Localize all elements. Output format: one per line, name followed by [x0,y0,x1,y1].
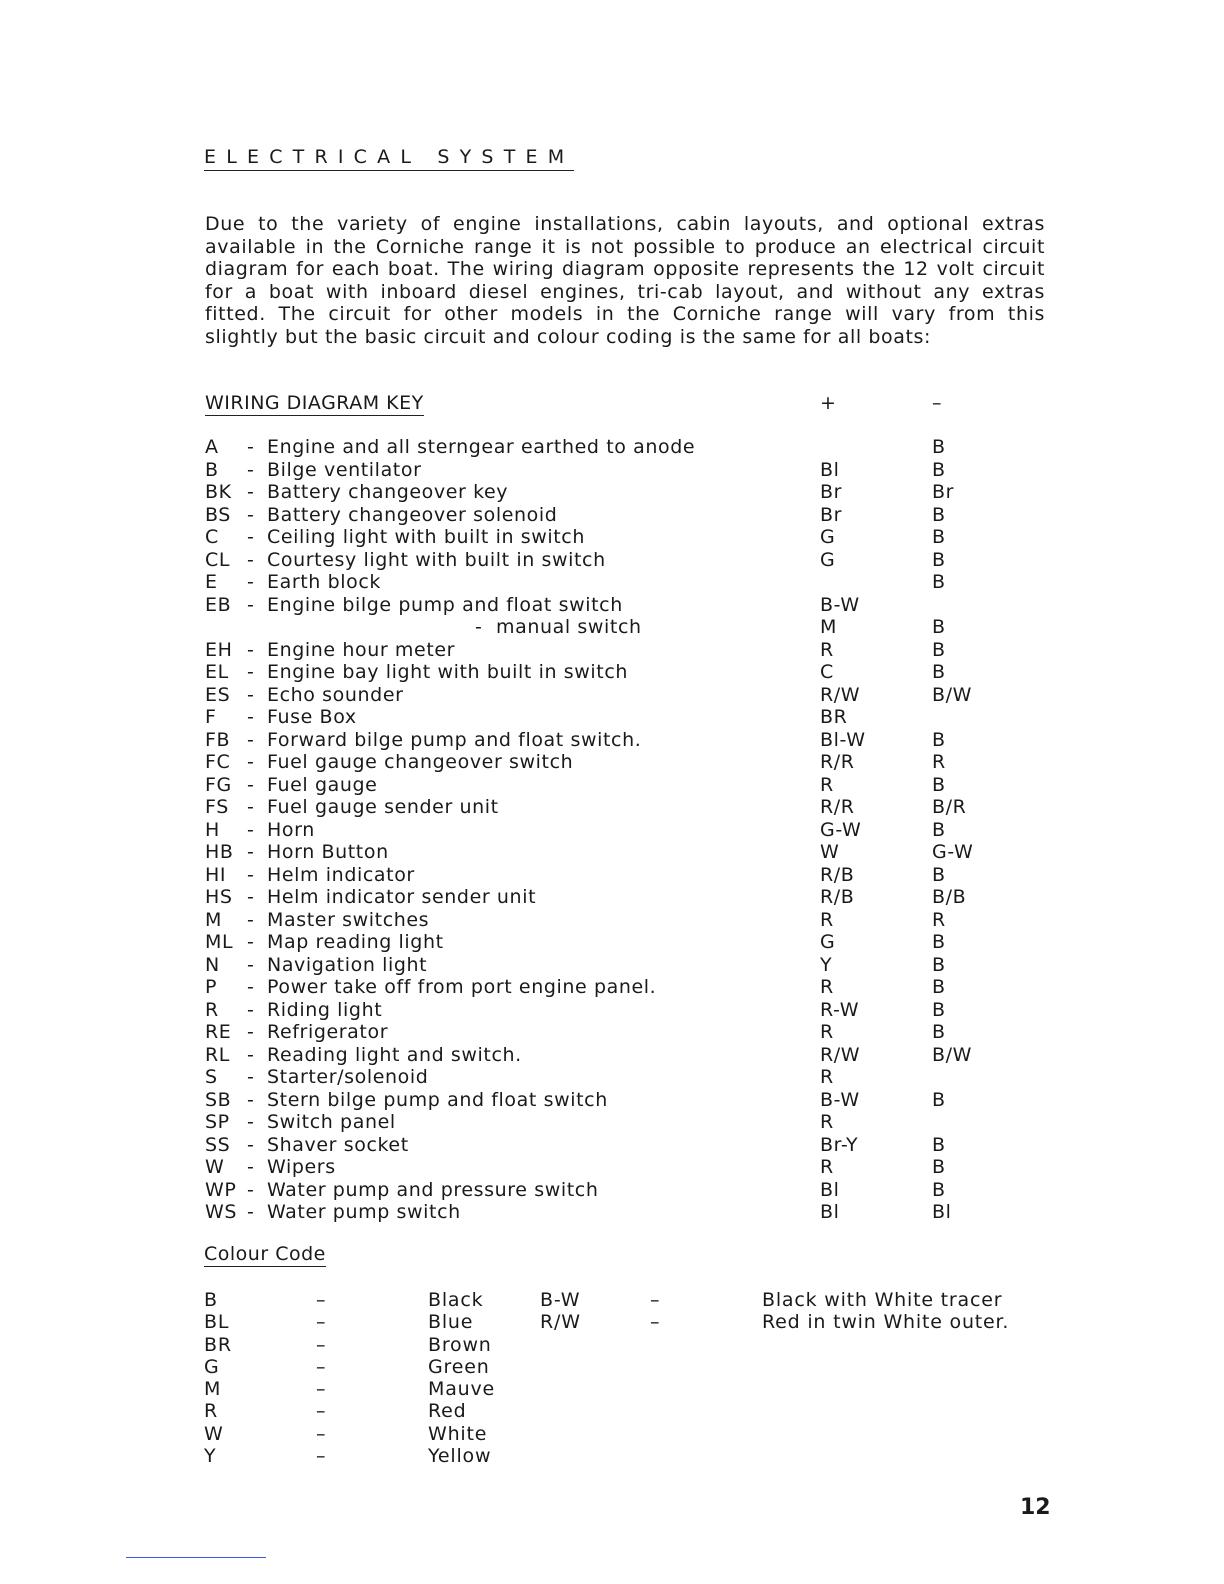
key-negative-colour: B [932,1021,946,1043]
key-row [205,526,985,549]
key-separator: - [247,728,255,751]
key-description: Battery changeover solenoid [267,503,558,526]
key-code: ES [205,683,231,706]
key-code: P [205,976,218,998]
key-description: Fuel gauge sender unit [267,796,499,818]
key-description: Wipers [267,1156,336,1178]
key-description: Engine and all sterngear earthed to anode [267,436,696,458]
key-positive-colour: R [820,1111,834,1133]
key-description: Stern bilge pump and float switch [267,1088,608,1111]
key-description: Ceiling light with built in switch [267,526,585,548]
key-description: Helm indicator sender unit [267,886,537,908]
key-code: HB [205,841,234,863]
key-separator: - [247,1066,255,1088]
colour-code: BL [204,1311,230,1334]
key-negative-colour: R [932,908,946,931]
key-code: BK [205,481,232,503]
key-code: EH [205,638,233,661]
key-negative-colour: B [932,728,946,751]
key-separator: - [247,931,255,953]
key-positive-colour: R/R [820,751,855,773]
key-description: Power take off from port engine panel. [267,976,657,998]
key-row [205,1201,985,1224]
key-separator: - [247,886,255,908]
colour-row [204,1378,1104,1400]
key-positive-colour: BR [820,706,848,728]
key-description: Fuse Box [267,706,357,728]
key-negative-colour: Bl [932,1201,952,1223]
positive-column-header: + [820,392,836,414]
key-code: HS [205,886,233,908]
key-row [205,1044,985,1067]
key-negative-colour: R [932,751,946,773]
key-positive-colour: Bl [820,1178,840,1201]
key-separator: - [247,976,255,998]
key-negative-colour: B [932,436,946,458]
key-separator: - [247,773,255,796]
key-description: Navigation light [267,953,428,976]
key-negative-colour: B [932,1156,946,1178]
key-separator: - [247,1021,255,1043]
key-description: Helm indicator [267,863,415,886]
key-description: Bilge ventilator [267,458,422,481]
key-row [205,661,985,684]
key-row [205,886,985,909]
key-negative-colour: B [932,1133,946,1156]
combination-dash: – [650,1311,661,1334]
key-code: RE [205,1021,232,1043]
intro-text: Due to the variety of engine installations, cabin layouts, and optional extras available in the Corniche range it is not possible to produce an electrical circuit diagram for each boat. The wiring diagram opposite represents the 12 volt circuit for a boat with inboard diesel engines, tri-cab layout, and without any extras fitted. The circuit for other models in the Corniche range will vary from this slightly but the basic circuit and colour coding is the same for all boats: [205,213,1045,348]
key-code: B [205,458,219,481]
key-separator: - [247,1156,255,1178]
key-code: EL [205,661,229,683]
key-code: E [205,571,218,593]
colour-dash: – [316,1400,327,1423]
key-code: FS [205,796,229,818]
key-row [205,729,985,752]
key-row [205,684,985,707]
key-positive-colour: W [820,841,840,863]
key-row [205,706,985,729]
colour-code: R [204,1400,219,1423]
key-negative-colour: B/W [932,683,973,706]
key-description: Forward bilge pump and float switch. [267,728,642,751]
key-row [205,1066,985,1089]
key-separator: - [247,998,255,1021]
key-code: SS [205,1133,231,1156]
key-row [205,999,985,1022]
key-description: Fuel gauge [267,773,378,796]
key-row [205,1111,985,1134]
key-positive-colour: R/B [820,886,855,908]
colour-combination-list [540,1289,1060,1334]
key-positive-colour: M [820,616,837,638]
key-description: Engine bilge pump and float switch [267,593,623,616]
key-description: Refrigerator [267,1021,389,1043]
key-negative-colour: B/W [932,1043,973,1066]
key-positive-colour: Bl [820,458,840,481]
key-row [205,819,985,842]
colour-dash: – [316,1289,327,1311]
colour-row [204,1445,1104,1467]
page-number: 12 [1020,1495,1051,1520]
colour-name: Blue [428,1311,474,1334]
wiring-key-heading: WIRING DIAGRAM KEY [205,392,424,414]
key-separator: - [247,526,255,548]
colour-name: Black [428,1289,484,1311]
key-code: S [205,1066,218,1088]
key-separator: - [247,638,255,661]
key-separator: - [247,661,255,683]
key-separator: - [247,683,255,706]
combination-code: R/W [540,1311,581,1334]
key-separator: - [247,1178,255,1201]
key-separator: - [475,616,483,638]
key-separator: - [247,1043,255,1066]
combination-row [540,1311,1060,1333]
key-code: R [205,998,219,1021]
key-row [205,549,985,572]
key-positive-colour: G [820,548,836,571]
key-row [205,1089,985,1112]
colour-dash: – [316,1445,327,1468]
combination-code: B-W [540,1289,581,1311]
key-positive-colour: Br [820,481,843,503]
key-positive-colour: R [820,773,834,796]
key-description: Reading light and switch. [267,1043,522,1066]
key-separator: - [247,548,255,571]
colour-dash: – [316,1422,327,1445]
key-separator: - [247,593,255,616]
colour-name: Green [428,1355,490,1378]
key-negative-colour: B/B [932,886,967,908]
combination-dash: – [650,1289,661,1311]
key-row [205,436,985,459]
key-positive-colour: Y [820,953,833,976]
key-separator: - [247,863,255,886]
key-positive-colour: R [820,1021,834,1043]
key-positive-colour: R/R [820,796,855,818]
key-description: Master switches [267,908,430,931]
key-negative-colour: B/R [932,796,967,818]
colour-name: Yellow [428,1445,492,1468]
key-row [205,481,985,504]
colour-code: BR [204,1333,232,1356]
key-row [205,841,985,864]
key-separator: - [247,706,255,728]
key-positive-colour: B-W [820,1088,860,1111]
key-negative-colour: B [932,976,946,998]
wiring-key-list [205,436,985,1224]
combination-meaning: Black with White tracer [762,1289,1003,1311]
key-code: RL [205,1043,230,1066]
bottom-rule [126,1557,266,1558]
key-row [205,504,985,527]
key-separator: - [247,503,255,526]
key-separator: - [247,953,255,976]
colour-code: M [204,1378,222,1401]
key-positive-colour: R/W [820,683,861,706]
key-separator: - [247,1088,255,1111]
key-code: FC [205,751,231,773]
colour-code: W [204,1422,224,1445]
key-negative-colour: Br [932,481,955,503]
key-row [205,1134,985,1157]
key-code: WS [205,1201,238,1223]
key-separator: - [247,818,255,841]
key-code: C [205,526,219,548]
key-code: BS [205,503,231,526]
key-positive-colour: R [820,638,834,661]
key-positive-colour: R/W [820,1043,861,1066]
key-description: Echo sounder [267,683,404,706]
key-row [205,909,985,932]
key-row [205,1021,985,1044]
colour-code: Y [204,1445,217,1468]
key-negative-colour: B [932,661,946,683]
key-code: M [205,908,222,931]
key-separator: - [247,751,255,773]
key-row [205,976,985,999]
key-row [205,864,985,887]
intro-paragraph [205,213,1045,348]
key-description: Battery changeover key [267,481,509,503]
key-positive-colour: G [820,931,836,953]
key-positive-colour: R [820,1066,834,1088]
key-description: Horn Button [267,841,389,863]
key-code: FG [205,773,232,796]
colour-code: B [204,1289,218,1311]
key-separator: - [247,841,255,863]
colour-row [204,1423,1104,1445]
key-description: manual switch [496,616,642,638]
key-negative-colour: B [932,953,946,976]
key-positive-colour: G-W [820,818,862,841]
key-negative-colour: B [932,571,946,593]
key-row [205,774,985,797]
key-code: H [205,818,220,841]
key-row [205,571,985,594]
key-code: SP [205,1111,230,1133]
key-negative-colour: B [932,998,946,1021]
key-row [205,1179,985,1202]
combination-row [540,1289,1060,1311]
key-description: Engine bay light with built in switch [267,661,629,683]
key-negative-colour: B [932,773,946,796]
key-description: Starter/solenoid [267,1066,429,1088]
key-negative-colour: G-W [932,841,974,863]
key-row [205,796,985,819]
key-negative-colour: B [932,638,946,661]
key-row [205,594,985,617]
key-negative-colour: B [932,1178,946,1201]
colour-dash: – [316,1333,327,1356]
key-positive-colour: B-W [820,593,860,616]
key-description: Fuel gauge changeover switch [267,751,574,773]
key-row [205,639,985,662]
key-code: WP [205,1178,237,1201]
key-separator: - [247,458,255,481]
key-separator: - [247,571,255,593]
key-code: F [205,706,217,728]
key-negative-colour: B [932,458,946,481]
colour-code: G [204,1355,220,1378]
key-negative-colour: B [932,931,946,953]
colour-name: Mauve [428,1378,496,1401]
key-row [205,751,985,774]
key-positive-colour: R [820,976,834,998]
key-negative-colour: B [932,1088,946,1111]
key-positive-colour: Br-Y [820,1133,859,1156]
key-description: Earth block [267,571,382,593]
key-description: Map reading light [267,931,444,953]
key-separator: - [247,1111,255,1133]
key-negative-colour: B [932,818,946,841]
colour-code-heading: Colour Code [204,1243,326,1265]
key-code: N [205,953,220,976]
key-code: SB [205,1088,232,1111]
key-row [205,931,985,954]
key-description: Water pump and pressure switch [267,1178,599,1201]
key-separator: - [247,796,255,818]
colour-dash: – [316,1355,327,1378]
key-description: Riding light [267,998,383,1021]
page-title: ELECTRICAL SYSTEM [204,145,574,171]
combination-meaning: Red in twin White outer. [762,1311,1010,1334]
key-row [205,1156,985,1179]
colour-name: Brown [428,1333,492,1356]
key-negative-colour: B [932,526,946,548]
key-separator: - [247,1201,255,1223]
colour-name: Red [428,1400,467,1423]
negative-column-header: – [932,392,942,414]
key-code: A [205,436,219,458]
key-separator: - [247,1133,255,1156]
key-description: Water pump switch [267,1201,461,1223]
key-code: W [205,1156,225,1178]
colour-row [204,1400,1104,1422]
colour-dash: – [316,1311,327,1334]
key-negative-colour: B [932,616,946,638]
key-code: ML [205,931,234,953]
key-code: EB [205,593,232,616]
key-separator: - [247,908,255,931]
key-positive-colour: R [820,908,834,931]
key-separator: - [247,436,255,458]
key-negative-colour: B [932,548,946,571]
key-description: Courtesy light with built in switch [267,548,606,571]
key-row [205,616,985,639]
key-positive-colour: R [820,1156,834,1178]
key-positive-colour: R-W [820,998,860,1021]
key-negative-colour: B [932,503,946,526]
key-description: Horn [267,818,315,841]
colour-dash: – [316,1378,327,1401]
key-separator: - [247,481,255,503]
key-description: Shaver socket [267,1133,409,1156]
key-code: FB [205,728,231,751]
key-description: Engine hour meter [267,638,456,661]
key-positive-colour: R/B [820,863,855,886]
key-row [205,954,985,977]
colour-row [204,1356,1104,1378]
colour-row [204,1334,1104,1356]
key-row [205,459,985,482]
key-negative-colour: B [932,863,946,886]
key-code: HI [205,863,227,886]
key-positive-colour: Bl-W [820,728,866,751]
key-positive-colour: C [820,661,834,683]
key-description: Switch panel [267,1111,396,1133]
key-positive-colour: Br [820,503,843,526]
key-positive-colour: Bl [820,1201,840,1223]
key-code: CL [205,548,231,571]
colour-name: White [428,1422,488,1445]
key-positive-colour: G [820,526,836,548]
